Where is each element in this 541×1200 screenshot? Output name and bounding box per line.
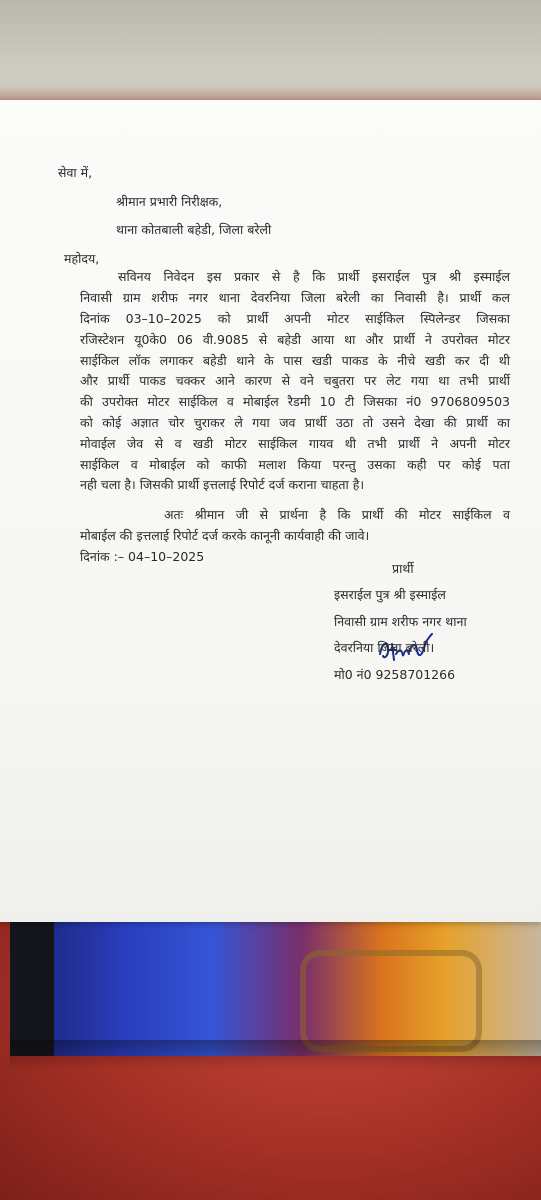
body-line: को कोई अज्ञात चोर चुराकर ले गया जव प्रार्थी उठा तो उसने देखा की प्रार्थी का (80, 415, 510, 430)
sender-address-2: देवरनिया जिला बरेली। (334, 640, 435, 655)
date-line: दिनांक :– 04–10–2025 (80, 549, 205, 564)
request-line: अतः श्रीमान जी से प्रार्थना है कि प्रार्थी की मोटर साईकिल व (164, 507, 510, 522)
request-line: मोबाईल की इत्तलाई रिपोर्ट दर्ज करके कानूनी कार्यवाही की जावे। (80, 528, 370, 543)
body-line: और प्रार्थी पाकड चक्कर आने कारण से वने चबुतरा पर लेट गया था तभी प्रार्थी (80, 373, 510, 388)
letter-paper (0, 100, 541, 922)
bag-shadow (10, 1040, 541, 1070)
body-line: रजिस्टेशन यू0के0 06 वी.9085 से बहेडी आया था और प्रार्थी ने उपरोक्त मोटर (80, 332, 510, 347)
body-line: की उपरोक्त मोटर साईकिल व मोबाईल रैडमी 10 टी जिसका नं0 9706809503 (80, 394, 510, 409)
body-line: नही चला है। जिसकी प्रार्थी इत्तलाई रिपोर्ट दर्ज कराना चाहता है। (80, 477, 365, 492)
body-line: निवासी ग्राम शरीफ नगर थाना देवरनिया जिला बरेली का निवासी है। प्रार्थी कल (80, 290, 510, 305)
body-line: सविनय निवेदन इस प्रकार से है कि प्रार्थी इसराईल पुत्र श्री इस्माईल (118, 269, 510, 284)
bag-ring-decoration (300, 950, 482, 1052)
body-line: दिनांक 03–10–2025 को प्रार्थी अपनी मोटर साईकिल स्पिलेन्डर जिसका (80, 311, 510, 326)
addressee-line-2: थाना कोतबाली बहेडी, जिला बरेली (116, 222, 272, 237)
salutation-to: सेवा में, (58, 165, 93, 180)
body-line: साईकिल व मोबाईल को काफी मलाश किया परन्तु उसका कही पर कोई पता (80, 457, 510, 472)
greeting: महोदय, (64, 251, 100, 266)
sender-mobile: मो0 नं0 9258701266 (334, 667, 456, 682)
body-line: मोवाईल जेव से व खडी मोटर साईकिल गायव थी तभी प्रार्थी ने अपनी मोटर (80, 436, 510, 451)
sender-address-1: निवासी ग्राम शरीफ नगर थाना (334, 614, 467, 629)
addressee-line-1: श्रीमान प्रभारी निरीक्षक, (116, 194, 223, 209)
signature-caption: प्रार्थी (392, 561, 414, 576)
body-line: साईकिल लॉक लगाकर बहेडी थाने के पास खडी पाकड के नीचे खडी कर दी थी (80, 353, 510, 368)
bag-black-band (10, 916, 54, 1056)
sender-name: इसराईल पुत्र श्री इस्माईल (334, 587, 446, 602)
